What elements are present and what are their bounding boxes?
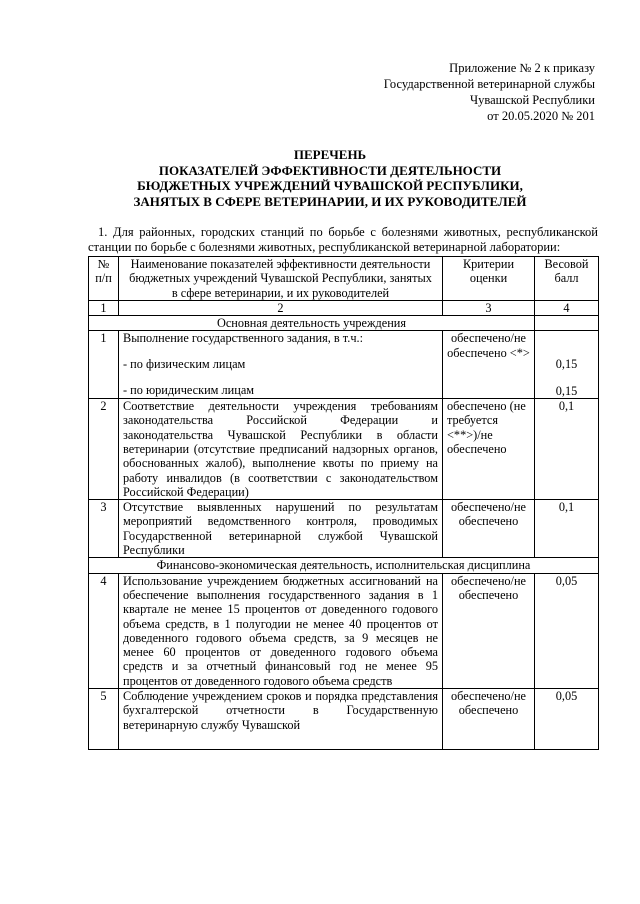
row-criteria: обеспечено/не обеспечено bbox=[443, 689, 535, 750]
row-criteria: обеспечено (не требуется <**>)/не обеспечено bbox=[443, 399, 535, 500]
appendix-line-1: Приложение № 2 к приказу bbox=[449, 61, 595, 75]
row-name: Соблюдение учреждением сроков и порядка представления бухгалтерской отчетности в Государственную ветеринарную службу Чувашской bbox=[123, 689, 438, 732]
table-row bbox=[89, 399, 599, 500]
row-name-cell bbox=[119, 331, 443, 399]
appendix-line-3: Чувашской Республики bbox=[469, 93, 595, 107]
col-number: 4 bbox=[535, 300, 599, 315]
section-title: Финансово-экономическая деятельность, исполнительская дисциплина bbox=[89, 558, 599, 573]
row-weight: 0,15 bbox=[555, 357, 578, 372]
col-number: 1 bbox=[89, 300, 119, 315]
row-num: 5 bbox=[89, 689, 119, 750]
row-weight: 0,1 bbox=[535, 500, 599, 558]
table-row bbox=[89, 689, 599, 750]
row-name-cell bbox=[119, 689, 443, 750]
col-number: 3 bbox=[443, 300, 535, 315]
row-criteria: обеспечено/не обеспечено bbox=[443, 573, 535, 688]
section-row bbox=[89, 316, 599, 331]
row-criteria: обеспечено/не обеспечено <*> bbox=[443, 331, 535, 399]
row-weight: 0,05 bbox=[535, 689, 599, 750]
row-sub-item: - по юридическим лицам bbox=[123, 383, 255, 398]
row-criteria: обеспечено/не обеспечено bbox=[443, 500, 535, 558]
appendix-line-2: Государственной ветеринарной службы bbox=[383, 77, 595, 91]
table-row bbox=[89, 500, 599, 558]
appendix-note bbox=[384, 60, 595, 124]
header-criteria: Критерии оценки bbox=[443, 257, 535, 301]
row-weight-cell bbox=[535, 331, 599, 399]
row-name: Соответствие деятельности учреждения требованиям законодательства Российской Федерации и законодательства Чувашской Республики в области ветеринарии (отсутствие предписаний надзорных органов, обоснованных жалоб), выполнение квоты по приему на работу инвалидов (в соответствии с законодательством Российской Федерации) bbox=[119, 399, 443, 500]
header-weight: Весовой балл bbox=[535, 257, 599, 301]
table-header-row bbox=[89, 257, 599, 301]
row-weight: 0,05 bbox=[535, 573, 599, 688]
row-name: Отсутствие выявленных нарушений по результатам мероприятий ведомственного контроля, проводимых Государственной ветеринарной службой Чувашской Республики bbox=[119, 500, 443, 558]
row-weight: 0,1 bbox=[535, 399, 599, 500]
row-num: 3 bbox=[89, 500, 119, 558]
table-row bbox=[89, 573, 599, 688]
row-name: Использование учреждением бюджетных ассигнований на обеспечение выполнения государственного задания в 1 квартале не менее 15 процентов от доведенного годового объема средств, в 1 полугодии не менее 40 процентов от доведенного годового объема средств, за 9 месяцев не менее 60 процентов от доведенного годового объема средств и за отчетный финансовый год не менее 95 процентов от доведенного годового объема средств bbox=[119, 573, 443, 688]
row-sub-item: - по физическим лицам bbox=[123, 356, 246, 371]
document-title bbox=[70, 147, 590, 209]
header-num: № п/п bbox=[89, 257, 119, 301]
column-number-row bbox=[89, 300, 599, 315]
header-name: Наименование показателей эффективности деятельности бюджетных учреждений Чувашской Республики, занятых в сфере ветеринарии, и их руководителей bbox=[119, 257, 443, 301]
row-num: 1 bbox=[89, 331, 119, 399]
col-number: 2 bbox=[119, 300, 443, 315]
appendix-line-4: от 20.05.2020 № 201 bbox=[487, 109, 595, 123]
row-name: Выполнение государственного задания, в т.ч.: bbox=[123, 331, 363, 346]
title-line-3: БЮДЖЕТНЫХ УЧРЕЖДЕНИЙ ЧУВАШСКОЙ РЕСПУБЛИКИ, bbox=[137, 178, 523, 193]
row-weight: 0,15 bbox=[555, 383, 578, 398]
table-row bbox=[89, 331, 599, 399]
section-title: Основная деятельность учреждения bbox=[89, 316, 535, 331]
indicators-table bbox=[88, 256, 599, 750]
row-num: 2 bbox=[89, 399, 119, 500]
empty-cell bbox=[535, 316, 599, 331]
row-num: 4 bbox=[89, 573, 119, 688]
title-line-2: ПОКАЗАТЕЛЕЙ ЭФФЕКТИВНОСТИ ДЕЯТЕЛЬНОСТИ bbox=[158, 162, 502, 178]
intro-paragraph: 1. Для районных, городских станций по борьбе с болезнями животных, республиканской станции по борьбе с болезнями животных, республиканской ветеринарной лаборатории: bbox=[88, 225, 598, 254]
title-line-1: ПЕРЕЧЕНЬ bbox=[293, 147, 367, 162]
section-row bbox=[89, 558, 599, 573]
title-line-4: ЗАНЯТЫХ В СФЕРЕ ВЕТЕРИНАРИИ, И ИХ РУКОВОДИТЕЛЕЙ bbox=[133, 193, 527, 209]
